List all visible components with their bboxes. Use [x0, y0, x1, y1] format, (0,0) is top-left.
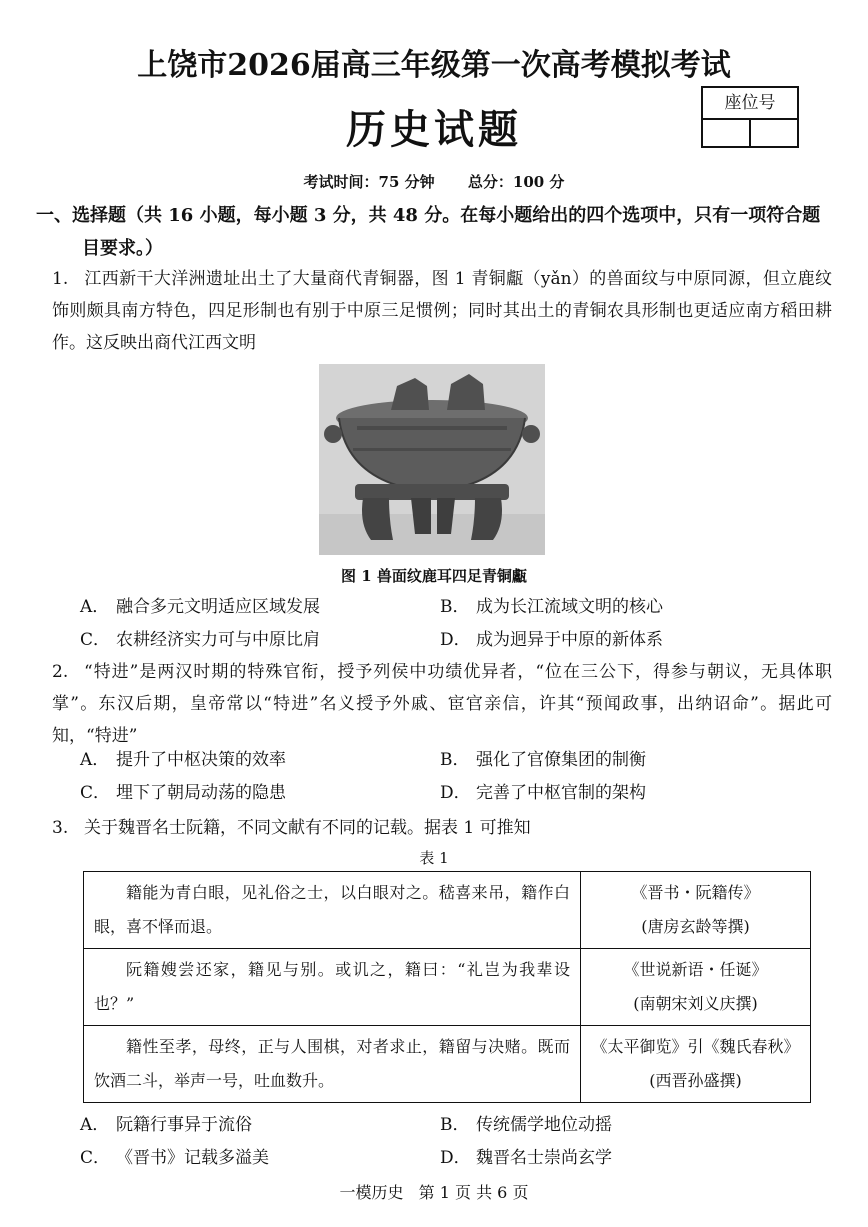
option-c[interactable]: C． 《晋书》记载多溢美	[80, 1148, 269, 1168]
option-d[interactable]: D． 完善了中枢官制的架构	[440, 783, 646, 803]
seat-number-label: 座位号	[703, 88, 797, 120]
figure-1-caption: 图 1 兽面纹鹿耳四足青铜甗	[341, 567, 527, 585]
section-heading	[36, 199, 836, 265]
bronze-vessel-image	[319, 364, 545, 555]
option-d[interactable]: D． 魏晋名士崇尚玄学	[440, 1148, 612, 1168]
table-1	[83, 871, 811, 1103]
table-row	[84, 949, 811, 1026]
question-2-stem: “特进”是两汉时期的特殊官衔，授予列侯中功绩优异者，“位在三公下，得参与朝议，无具体职掌”。东汉后期，皇帝常以“特进”名义授予外戚、宦官亲信，许其“预闻政事，出纳诏命”。据此可知，“特进”	[52, 662, 832, 746]
table-cell-text: 籍能为青白眼，见礼俗之士，以白眼对之。嵇喜来吊，籍作白眼，喜不怿而退。	[84, 872, 581, 949]
exam-total-score: 总分：100 分	[467, 173, 565, 191]
question-number: 3.	[52, 818, 69, 838]
table-row	[84, 872, 811, 949]
option-d[interactable]: D． 成为迥异于中原的新体系	[440, 630, 663, 650]
table-row	[84, 1026, 811, 1103]
exam-title: 上饶市2026届高三年级第一次高考模拟考试	[137, 48, 731, 83]
option-a[interactable]: A． 阮籍行事异于流俗	[80, 1115, 252, 1135]
exam-time: 考试时间：75 分钟	[303, 173, 435, 191]
page-footer	[0, 1180, 868, 1203]
question-2	[52, 656, 832, 752]
table-1-caption: 表 1	[419, 849, 449, 867]
option-c[interactable]: C． 农耕经济实力可与中原比肩	[80, 630, 320, 650]
option-a[interactable]: A． 融合多元文明适应区域发展	[80, 597, 320, 617]
question-2-options	[80, 744, 800, 810]
table-cell-source: 《晋书・阮籍传》 (唐房玄龄等撰)	[581, 872, 811, 949]
question-number: 1.	[52, 269, 69, 289]
option-b[interactable]: B． 传统儒学地位动摇	[440, 1115, 612, 1135]
question-1	[52, 263, 832, 359]
table-cell-text: 籍性至孝，母终，正与人围棋，对者求止，籍留与决赌。既而饮酒二斗，举声一号，吐血数升。	[84, 1026, 581, 1103]
exam-info	[0, 171, 868, 192]
option-b[interactable]: B． 成为长江流域文明的核心	[440, 597, 663, 617]
table-cell-source: 《太平御览》引《魏氏春秋》 (西晋孙盛撰)	[581, 1026, 811, 1103]
option-b[interactable]: B． 强化了官僚集团的制衡	[440, 750, 646, 770]
subject-title: 历史试题	[346, 106, 522, 153]
question-3	[52, 812, 832, 844]
table-cell-text: 阮籍嫂尝还家，籍见与别。或讥之，籍曰：“礼岂为我辈设也？”	[84, 949, 581, 1026]
footer-page-number: 第 1 页 共 6 页	[418, 1183, 529, 1202]
question-1-stem: 江西新干大洋洲遗址出土了大量商代青铜器，图 1 青铜甗（yǎn）的兽面纹与中原同源，但立鹿纹饰则颇具南方特色，四足形制也有别于中原三足惯例；同时其出土的青铜农具形制也更适应南方稻田耕作。这反映出商代江西文明	[52, 269, 832, 353]
question-3-stem: 关于魏晋名士阮籍，不同文献有不同的记载。据表 1 可推知	[84, 818, 531, 838]
question-1-options	[80, 591, 800, 657]
question-3-options	[80, 1109, 800, 1175]
section-heading-line1: 一、选择题（共 16 小题，每小题 3 分，共 48 分。在每小题给出的四个选项中，只有一项符合题	[36, 205, 821, 226]
section-heading-line2: 目要求。）	[82, 238, 163, 259]
footer-exam-name: 一模历史	[339, 1183, 404, 1202]
figure-bronze-yan	[319, 364, 545, 555]
option-a[interactable]: A． 提升了中枢决策的效率	[80, 750, 286, 770]
option-c[interactable]: C． 埋下了朝局动荡的隐患	[80, 783, 286, 803]
seat-number-box	[701, 86, 799, 148]
table-cell-source: 《世说新语・任诞》 (南朝宋刘义庆撰)	[581, 949, 811, 1026]
question-number: 2.	[52, 662, 69, 682]
seat-number-cells	[703, 120, 797, 148]
